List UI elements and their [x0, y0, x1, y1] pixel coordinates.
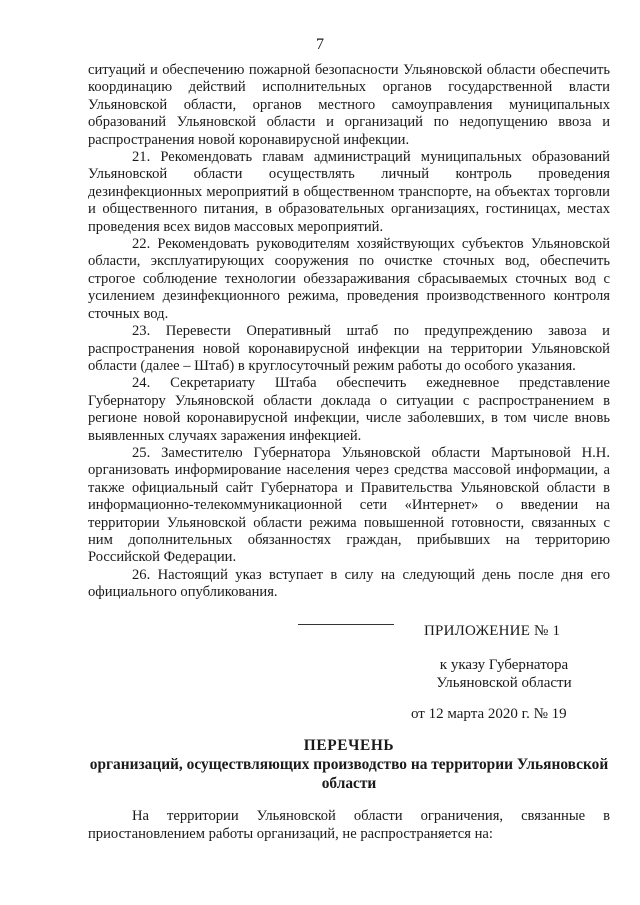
- paragraph-26: 26. Настоящий указ вступает в силу на следующий день после дня его официального опубликования.: [88, 566, 610, 601]
- intro-text: На территории Ульяновской области ограничения, связанные в приостановлением работы организаций, не распространяется на:: [88, 808, 610, 842]
- paragraph-21: 21. Рекомендовать главам администраций муниципальных образований Ульяновской области осуществлять личный контроль проведения дезинфекционных мероприятий в общественном транспорте, на объектах торговли и общественного питания, в образовательных организациях, гостиницах, местах проведения всех видов массовых мероприятий.: [88, 149, 610, 235]
- appendix-date-number: от 12 марта 2020 г. № 19: [411, 706, 567, 722]
- appendix-reference: к указу Губернатора Ульяновской области: [436, 657, 572, 691]
- decree-body: [88, 62, 610, 602]
- paragraph-24: 24. Секретариату Штаба обеспечить ежедневное представление Губернатору Ульяновской области доклада о ситуации с распространением в регионе новой коронавирусной инфекции, числе заболевших, в том числе вновь выявленных случаях заражения инфекцией.: [88, 375, 610, 444]
- paragraph-20-continuation: ситуаций и обеспечению пожарной безопасности Ульяновской области обеспечить координацию действий исполнительных органов государственной власти Ульяновской области, органов местного самоуправления муниципальных образований Ульяновской области и организаций по недопущению ввоза и распространения новой коронавирусной инфекции.: [88, 62, 610, 148]
- paragraph-25: 25. Заместителю Губернатора Ульяновской области Мартыновой Н.Н. организовать информирование населения через средства массовой информации, а также официальный сайт Губернатора и Правительства Ульяновской области в информационно-телекоммуникационной сети «Интернет» о введении на территории Ульяновской области режима повышенной готовности, связанных с ним дополнительных обязанностях граждан, прибывших на территорию Российской Федерации.: [88, 444, 610, 566]
- separator-line: [298, 624, 394, 625]
- page-number: 7: [316, 36, 324, 53]
- appendix-title: ПРИЛОЖЕНИЕ № 1: [424, 623, 561, 639]
- paragraph-22: 22. Рекомендовать руководителям хозяйствующих субъектов Ульяновской области, эксплуатирующих сооружения по очистке сточных вод, обеспечить строгое соблюдение технологии обеззараживания сбрасываемых сточных вод с усилением дезинфекционного режима, проведения производственного контроля сточных вод.: [88, 236, 610, 322]
- list-heading-title: ПЕРЕЧЕНЬ: [303, 737, 395, 754]
- intro-paragraph: [88, 807, 610, 843]
- paragraph-23: 23. Перевести Оперативный штаб по предупреждению завоза и распространения новой коронавирусной инфекции на территории Ульяновской области (далее – Штаб) в круглосуточный режим работы до особого указания.: [88, 323, 610, 374]
- list-heading-subtitle: организаций, осуществляющих производство на территории Ульяновской области: [89, 756, 609, 792]
